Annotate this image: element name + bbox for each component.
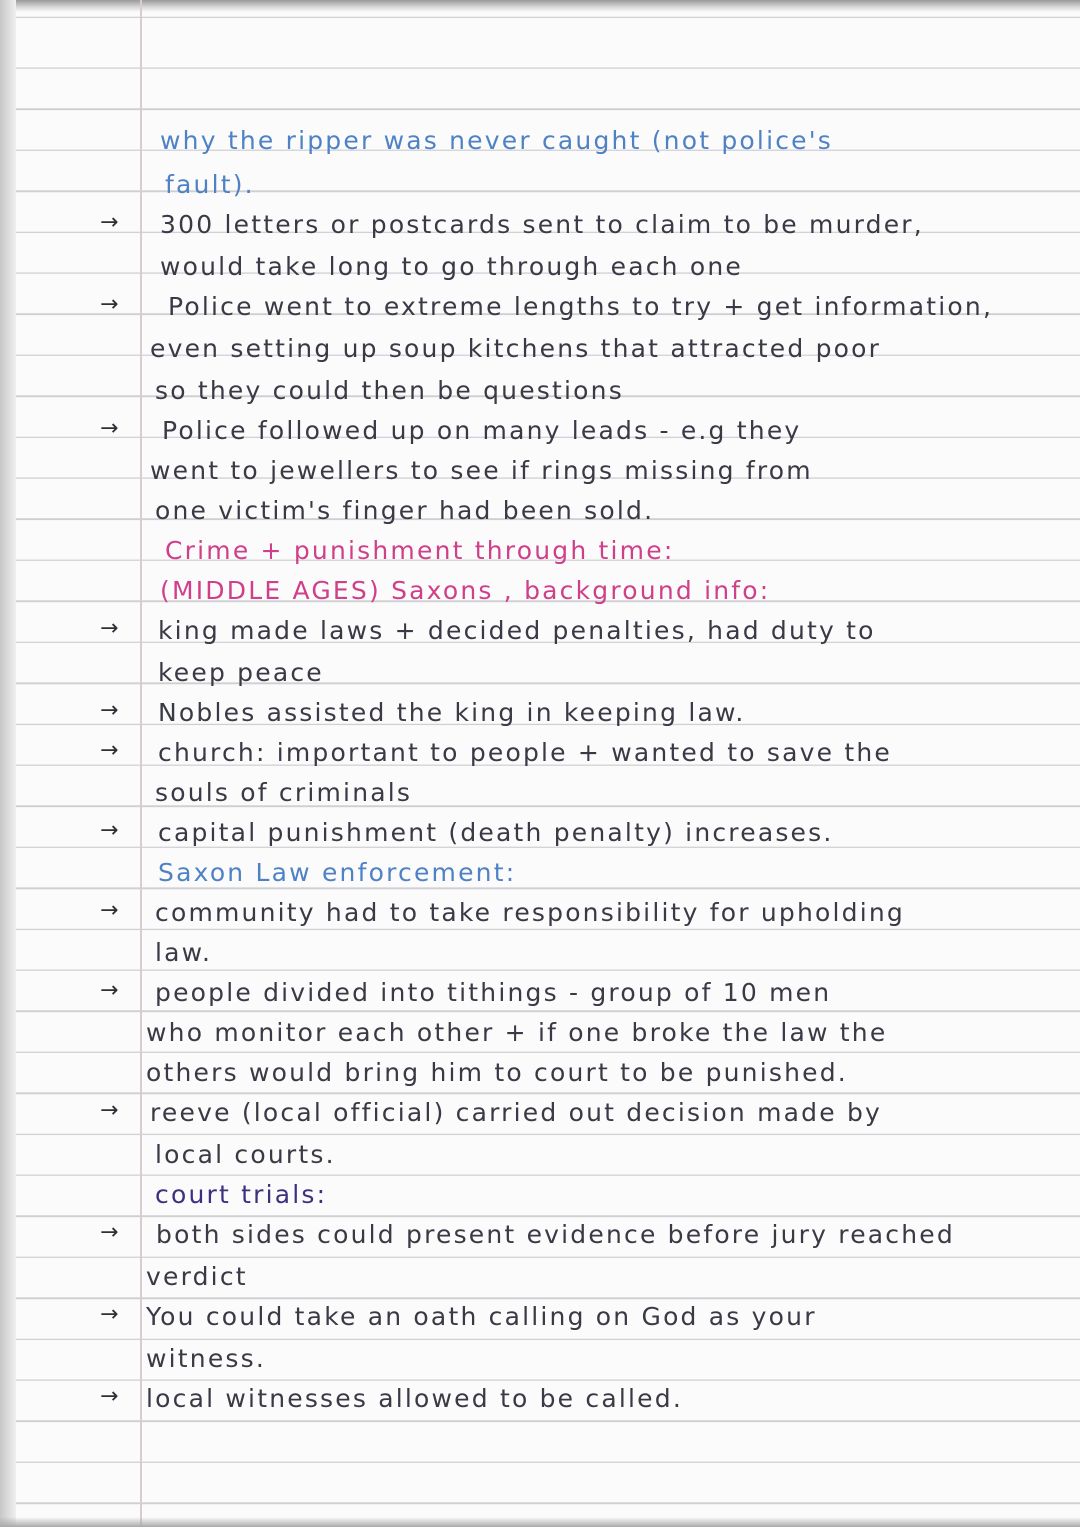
bullet-arrow-icon: → [100,1098,119,1123]
note-heading-ripper: why the ripper was never caught (not police's [160,126,834,155]
note-heading-court-trials: court trials: [155,1180,328,1209]
bullet-arrow-icon: → [100,616,119,641]
bullet-arrow-icon: → [100,898,119,923]
note-line: Nobles assisted the king in keeping law. [158,698,746,727]
note-line: keep peace [158,658,324,687]
note-heading-ripper-cont: fault). [165,170,255,199]
note-line: one victim's finger had been sold. [155,496,655,525]
bullet-arrow-icon: → [100,416,119,441]
note-line: others would bring him to court to be punished. [146,1058,848,1087]
page-bottom-edge [0,1517,1080,1527]
bullet-arrow-icon: → [100,1220,119,1245]
bullet-arrow-icon: → [100,978,119,1003]
note-line: law. [155,938,213,967]
bullet-arrow-icon: → [100,1302,119,1327]
note-line: local witnesses allowed to be called. [146,1384,683,1413]
note-line: verdict [146,1262,248,1291]
note-line: so they could then be questions [155,376,624,405]
bullet-arrow-icon: → [100,292,119,317]
note-heading-crime-punishment: Crime + punishment through time: [165,536,675,565]
note-line: souls of criminals [155,778,413,807]
note-line: both sides could present evidence before jury reached [156,1220,955,1249]
page-top-edge [0,0,1080,12]
bullet-arrow-icon: → [100,818,119,843]
note-line: even setting up soup kitchens that attracted poor [150,334,882,363]
notebook-binding [0,0,16,1527]
note-line: reeve (local official) carried out decision made by [150,1098,883,1127]
note-line: Police followed up on many leads - e.g they [162,416,802,445]
note-line: capital punishment (death penalty) increases. [158,818,834,847]
note-line: people divided into tithings - group of 10 men [155,978,832,1007]
note-line: king made laws + decided penalties, had duty to [158,616,876,645]
note-line: local courts. [155,1140,336,1169]
margin-line [140,0,142,1527]
note-heading-saxon-law: Saxon Law enforcement: [158,858,517,887]
note-heading-middle-ages: (MIDDLE AGES) Saxons , background info: [160,576,771,605]
bullet-arrow-icon: → [100,738,119,763]
note-line: 300 letters or postcards sent to claim to be murder, [160,210,924,239]
bullet-arrow-icon: → [100,698,119,723]
note-line: church: important to people + wanted to save the [158,738,892,767]
note-line: went to jewellers to see if rings missing from [150,456,813,485]
note-line: who monitor each other + if one broke the law the [146,1018,888,1047]
note-line: You could take an oath calling on God as your [146,1302,817,1331]
note-line: Police went to extreme lengths to try + get information, [168,292,994,321]
bullet-arrow-icon: → [100,210,119,235]
note-line: community had to take responsibility for upholding [155,898,906,927]
note-line: witness. [146,1344,267,1373]
note-line: would take long to go through each one [160,252,743,281]
bullet-arrow-icon: → [100,1384,119,1409]
